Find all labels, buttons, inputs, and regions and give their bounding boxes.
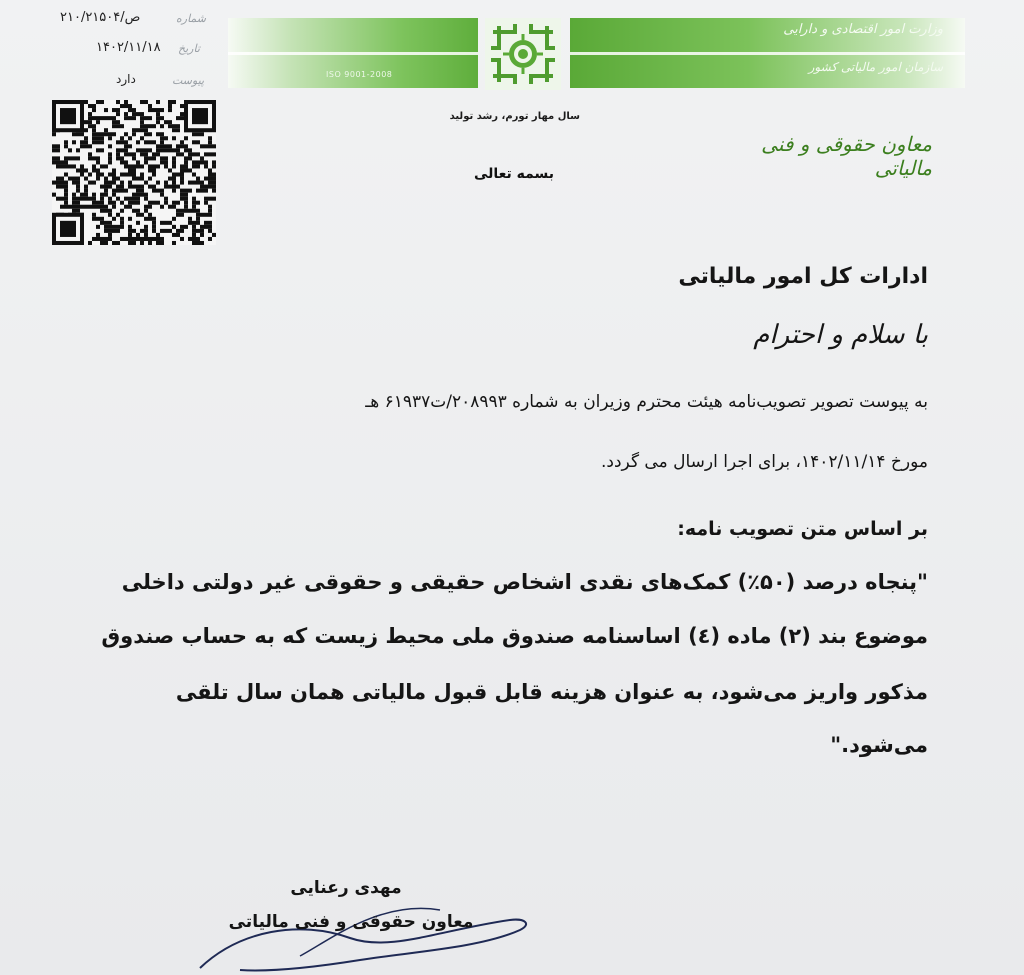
qr-code: [52, 100, 216, 245]
deputy-title: معاون حقوقی و فنی مالیاتی: [761, 132, 932, 180]
quote-line: مذکور واریز می‌شود، به عنوان هزینه قابل قبول مالیاتی همان سال تلقی: [175, 680, 928, 704]
tax-organization-emblem-icon: [485, 18, 561, 90]
signatory-name: مهدی رعنایی: [290, 878, 402, 898]
greeting: با سلام و احترام: [753, 320, 928, 350]
ministry-name: وزارت امور اقتصادی و دارایی: [783, 22, 943, 37]
addressee: ادارات کل امور مالیاتی: [678, 264, 928, 289]
reference-number-label: شماره: [176, 12, 207, 25]
band-divider: [570, 52, 965, 55]
iso-label: ISO 9001-2008: [326, 70, 393, 79]
reference-attachment-row: [116, 72, 210, 92]
reference-number-row: [60, 10, 210, 30]
year-slogan: سال مهار تورم، رشد تولید: [449, 111, 580, 122]
signatory-title: معاون حقوقی و فنی مالیاتی: [228, 912, 474, 932]
reference-number: ۲۱۰/۲۱۵۰۴/ص: [60, 10, 141, 25]
body-paragraph-line: به پیوست تصویر تصویب‌نامه هیئت محترم وزیران به شماره ۲۰۸۹۹۳/ت۶۱۹۳۷ هـ: [365, 392, 928, 412]
reference-date: ۱۴۰۲/۱۱/۱۸: [96, 40, 161, 55]
quote-line: می‌شود.": [830, 733, 928, 757]
bismillah-heading: بسمه تعالی: [473, 166, 555, 182]
band-divider: [228, 52, 478, 55]
header-band-left: [228, 18, 478, 88]
reference-attachment-label: پیوست: [172, 74, 205, 87]
quote-line: موضوع بند (۲) ماده (٤) اساسنامه صندوق ملی محیط زیست که به حساب صندوق: [101, 624, 928, 648]
header-band-right: [570, 18, 965, 88]
organization-name: سازمان امور مالیاتی کشور: [808, 60, 943, 74]
quote-line: "پنجاه درصد (۵۰٪) کمک‌های نقدی اشخاص حقیقی و حقوقی غیر دولتی داخلی: [121, 570, 928, 594]
reference-date-row: [96, 40, 210, 60]
body-paragraph-line: مورخ ۱۴۰۲/۱۱/۱۴، برای اجرا ارسال می گردد.: [601, 452, 928, 472]
reference-attachment: دارد: [116, 72, 136, 86]
reference-date-label: تاریخ: [178, 42, 200, 55]
resolution-basis-heading: بر اساس متن تصویب نامه:: [677, 518, 928, 540]
